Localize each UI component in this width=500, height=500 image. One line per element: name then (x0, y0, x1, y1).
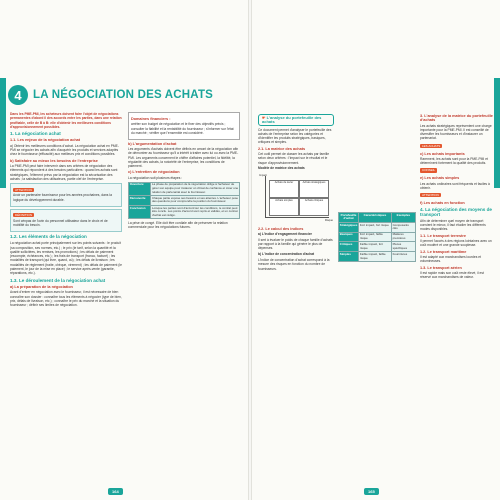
quadrant-3: Achats simples (269, 198, 299, 216)
simple-text: Les achats ordinaires sont fréquents et faciles à obtenir. (420, 181, 490, 190)
financial-box-text: arrêter son budget de négociation et le fixer des objectifs précis ; consulter la fiabilité et la rentabilité du fournisseur ; s'informer sur l'état du marché ; vérifier que l'ensemble est considéré. (131, 122, 234, 135)
table-cell: Pièces spécifiques (391, 242, 415, 252)
table-cell: Stratégiques (339, 222, 359, 232)
tag-achats: LES ACHATS (422, 143, 441, 148)
table-row (129, 205, 240, 218)
definition-tag: DÉFINITION (15, 213, 32, 218)
transport-title: 4. La négociation des moyens de transport (420, 207, 492, 217)
aerien-title: 1.3. Le transport aérien (420, 265, 462, 270)
pointer-icon: ☛ (262, 114, 266, 120)
table-cell: Matières premières (391, 232, 415, 242)
table-row (339, 222, 416, 232)
step-name: Ouverture (129, 182, 151, 195)
section-3a-text: Avant d'entrer en négociation avec le fournisseur, il est nécessaire de bien connaître son dossier : connaître tous les éléments à négocier (type de bien, prix, délais de livraison, etc.) ; connaître le prix du marché et la situation du fournisseur ; définir ses limites de négociation. (10, 290, 122, 308)
table-cell: Fort impact, faible risque (359, 232, 392, 242)
step-description: La phase de préparation de la négociation oblige à l'acheteur de gérer son équipe pour instaurer un climat de confiance et créer une relation de partenariat avec le fournisseur. (151, 182, 239, 194)
step-description: Chaque partie expose ses besoins et ses attentes. L'acheteur pose des questions pour comprendre la position du fournisseur. (151, 195, 239, 204)
portfolio-table (338, 212, 416, 262)
maritime-text: Il est adapté aux marchandises lourdes et volumineuses. (420, 254, 482, 264)
page-number-left: 164 (108, 488, 123, 495)
table-cell: Fournitures (391, 252, 415, 262)
closing-text: La prise de congé. Elle doit être cordiale afin de préserver la relation commerciale pour les négociations futures. (128, 221, 228, 230)
matrix-diagram (259, 174, 333, 224)
section-2-title: 1.2. Les éléments de la négociation (10, 233, 87, 239)
table-cell: Basiques (339, 232, 359, 242)
table-cell: Critiques (339, 242, 359, 252)
section-1b-text: La PME-PMI peut faire intervenir dans ses critères de négociation des éléments qui répondent à des besoins particuliers : quand les achats sont stratégiques, l'élément prévu par la négociation est la sécurisation des achats ; la satisfaction des utilisateurs, partie clef de l'entreprise. (10, 163, 118, 181)
quadrant-1: Achats de levier (269, 180, 299, 198)
matrix-text: Cet outil permet de classer les achats par famille selon deux critères : l'impact sur le résultat et le risque d'approvisionnement. (258, 152, 330, 165)
interview-title: c) L'entretien de négociation (128, 170, 180, 175)
function-title: f) Les achats en fonction (420, 200, 465, 205)
argument-title: b) L'argumentation d'achat (128, 141, 177, 146)
steps-table (128, 182, 240, 220)
y-axis-label: Impact (259, 173, 267, 177)
financial-box (128, 112, 240, 140)
side-tab-left (0, 78, 6, 188)
step-description: Lorsque les parties sont d'accord sur les conditions, le contrat peut être conclu. Les points d'accord sont repris et validés, et un contrat d'achat est rédigé. (151, 205, 238, 217)
calc-a-text: Il sert à évaluer le poids de chaque famille d'achats par rapport à la famille qui génère le plus de dépenses. (258, 237, 333, 251)
quadrant-4: Achats critiques (299, 198, 329, 216)
step-name: Découverte (129, 195, 151, 205)
simple-title: e) Les achats simples (420, 176, 460, 181)
argument-text: Les arguments d'achats doivent être définis en amont de la négociation afin de démontrer au fournisseur qu'il a intérêt à traiter avec lui ou avec la PME-PMI. Les arguments concernent le chiffre d'affaires potentiel, la fidélité, la régularité des achats, la notoriété de l'entreprise, les conditions de paiement. (128, 146, 239, 169)
table-cell: Faible impact, fort risque (359, 242, 392, 252)
chapter-number: 4 (8, 85, 28, 105)
table-cell: Simples (339, 252, 359, 262)
section-1a-title: 1.1. Les enjeux de la négociation achat (10, 138, 81, 143)
section-2-text: La négociation achat porte principalement sur les points suivants : le produit (sa composition, ses normes, etc.) ; le prix (le tarif, selon la quantité et la qualité sollicitées, les remises, les promotions) ; les délais de paiement (escompte, échéances, etc.) ; les frais de transport (franco, facturé) ; les modalités de transport (qui livre, quand, où) ; les délais de livraison ; les modalités de règlement (traite, chèque, virement) ; les délais de paiement (le paiement, le jour de la mise en place) ; le service après-vente (garantie, réparations, etc.). (10, 241, 122, 276)
section-3-title: 1.3. Le déroulement de la négociation achat (10, 277, 106, 283)
right-column-3 (420, 112, 494, 281)
important-title: c) Les achats importants (420, 151, 465, 156)
table-row (339, 252, 416, 262)
calc-b-title: b) L'indice de concentration d'achat (258, 252, 315, 257)
definition-text: Sont cénpas de l'ovin du personnel utilisateur dans le choix et de mobilité du besoin. (13, 218, 108, 228)
left-column-2 (128, 112, 240, 231)
table-row (129, 182, 240, 195)
calc-a-title: a) L'indice d'engagement financier (258, 232, 312, 237)
table-row (129, 195, 240, 205)
attention-box (10, 183, 122, 206)
important-text: Rarement, les achats sont pour la PME-PMI et déterminent fortement la qualité des produits. (420, 156, 488, 166)
table-header: Portefeuille d'achat (339, 213, 359, 223)
calc-b-text: L'indice de concentration d'achat correspond à la mesure des risques en fonction du nombre de fournisseurs. (258, 258, 330, 271)
y-axis (265, 176, 266, 218)
section-1-title: 1. La négociation achat (10, 131, 61, 137)
financial-box-title: Domaines financiers : (131, 117, 171, 121)
right-page (252, 0, 500, 500)
right-column-1 (258, 112, 334, 272)
table-cell: Fort impact, fort risque (359, 222, 392, 232)
chapter-title: LA NÉGOCIATION DES ACHATS (33, 89, 214, 101)
left-column-1 (10, 112, 122, 309)
table-row (339, 232, 416, 242)
tag-conseil: CONSEIL (422, 168, 436, 173)
quadrant-2: Achats stratégiques (299, 180, 329, 198)
section-1b-title: b) Satisfaire au mieux les besoins de l'entreprise (10, 158, 98, 163)
maritime-title: 1.2. Le transport maritime (420, 249, 467, 254)
section-1a-text: a) Obtenir les meilleures conditions d'achat. La négociation achat en PME-PMI se négocier les achats afin d'acquérir les produits et services adaptés chez le fournisseur (efficacité) aux meilleurs prix et conditions possibles. (10, 143, 119, 157)
analysis-title: 3. L'analyse de la matrice du portefeuille d'achats (420, 114, 493, 123)
matrix-caption: Modèle de matrice des achats (258, 166, 305, 171)
x-axis-label: Risque (324, 219, 333, 223)
attention-tag: ATTENTION (15, 187, 32, 192)
portfolio-text: Ce document permet d'analyser le portefeuille des achats de l'entreprise selon les catégories et d'identifier les produits stratégiques, basiques, critiques et simples. (258, 127, 332, 145)
portfolio-pill-label: L'analyse du portefeuille des achats (262, 114, 322, 124)
tag-attention: ATTENTION (422, 193, 439, 198)
page-number-right: 165 (364, 488, 379, 495)
portfolio-pill (258, 114, 334, 126)
right-column-2 (338, 112, 416, 262)
left-page (0, 0, 248, 500)
table-cell: Composants clés (391, 222, 415, 232)
interview-text: La négociation suit plusieurs étapes : (128, 175, 183, 180)
terrestre-title: 1.1. Le transport terrestre (420, 233, 467, 238)
calc-title: 2.2. Le calcul des indices (258, 226, 304, 231)
table-row (339, 242, 416, 252)
definition-box (10, 209, 122, 232)
table-header: Caractéristiques (359, 213, 392, 223)
attention-text: Avoir un partenaire fournisseur pour les années prochaines, dans la logique du développement durable. (13, 193, 112, 202)
intro-text: Dans les PME-PMI, les acheteurs doivent faire l'objet de négociations permanentes d'abord il des accords entre les parties, dans une relation profitable, celle de B à B: elle d'obtenir les meilleures conditions d'approvisionnement possibles. (10, 112, 122, 129)
matrix-title: 2.1. La matrice des achats (258, 146, 306, 151)
table-cell: Faible impact, faible risque (359, 252, 392, 262)
table-header: Exemples (391, 213, 415, 223)
step-name: Conclusion (129, 205, 151, 218)
terrestre-text: Il permet l'accès à des régions lointaines avec un coût modéré et une grande souplesse. (420, 239, 492, 248)
section-3a-title: a) La préparation de la négociation (10, 284, 73, 289)
analysis-text: Les achats stratégiques représentent une charge importante pour la PME-PMI. Il est conseillé de diversifier les fournisseurs et d'instaurer un partenariat. (420, 123, 492, 141)
aerien-text: Il est rapide mais son coût reste élevé, il est réservé aux marchandises de valeur. (420, 270, 484, 280)
side-tab-right (494, 78, 500, 188)
chapter-header (8, 84, 244, 106)
transport-text: Afin de déterminer quel moyen de transport convient le mieux, il faut étudier les différents modes disponibles. (420, 218, 486, 232)
x-axis (265, 217, 329, 218)
